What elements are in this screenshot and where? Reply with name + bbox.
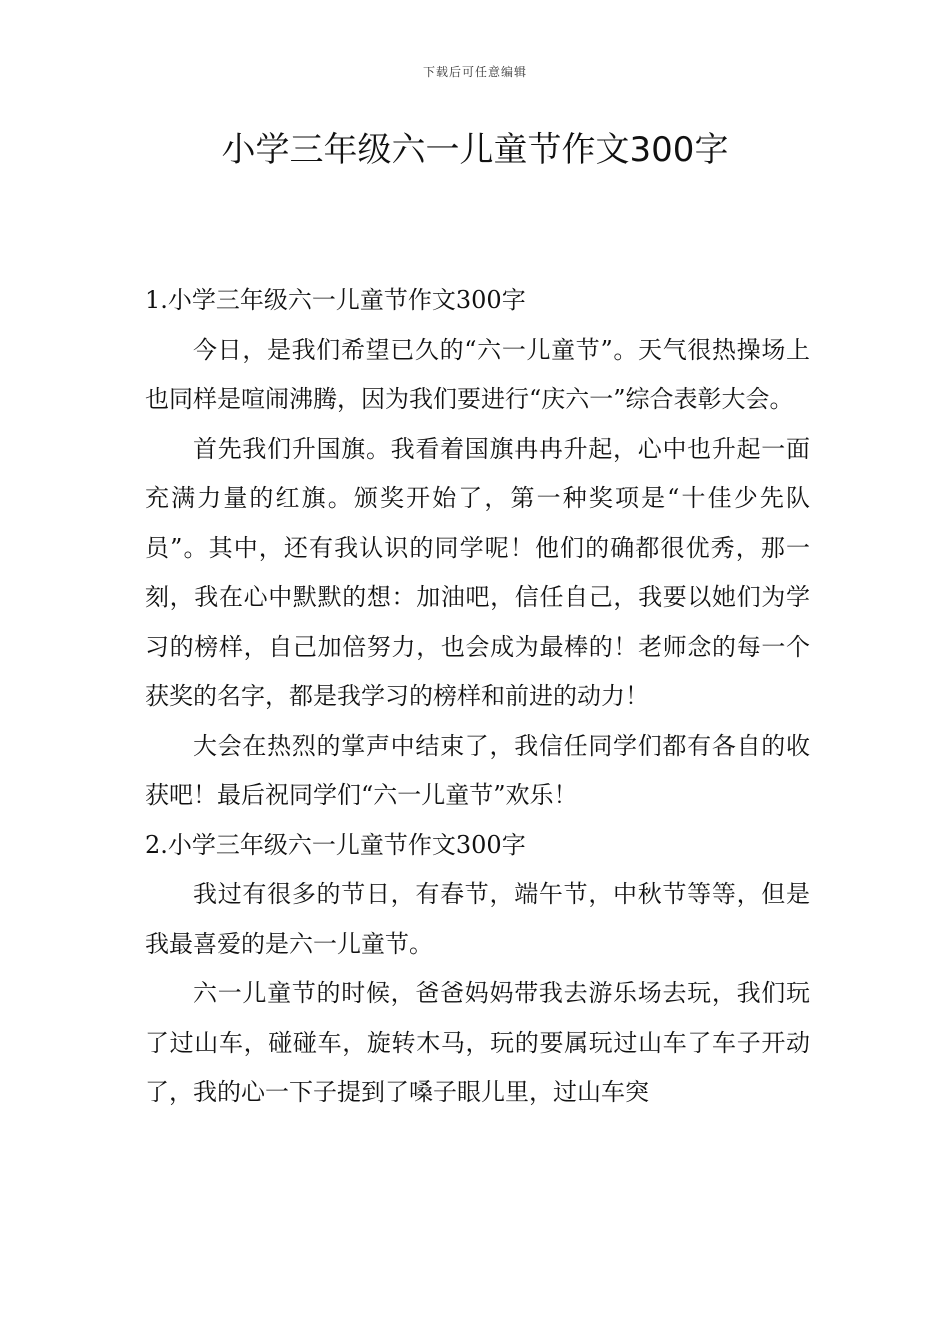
paragraph: 首先我们升国旗。我看着国旗冉冉升起，心中也升起一面充满力量的红旗。颁奖开始了，第一种奖项是“十佳少先队员”。其中，还有我认识的同学呢！他们的确都很优秀，那一刻，我在心中默默的想：加油吧，信任自己，我要以她们为学习的榜样，自己加倍努力，也会成为最棒的！老师念的每一个获奖的名字，都是我学习的榜样和前进的动力！	[145, 434, 810, 710]
section-heading-2: 2.小学三年级六一儿童节作文300字	[145, 830, 526, 859]
paragraph: 我过有很多的节日，有春节，端午节，中秋节等等，但是我最喜爱的是六一儿童节。	[145, 880, 810, 958]
paragraph: 今日，是我们希望已久的“六一儿童节”。天气很热操场上也同样是喧闹沸腾，因为我们要进行“庆六一”综合表彰大会。	[145, 335, 810, 413]
paragraph: 大会在热烈的掌声中结束了，我信任同学们都有各自的收获吧！最后祝同学们“六一儿童节”欢乐！	[145, 731, 810, 809]
section-heading-1: 1.小学三年级六一儿童节作文300字	[145, 286, 526, 314]
paragraph: 六一儿童节的时候，爸爸妈妈带我去游乐场去玩，我们玩了过山车，碰碰车，旋转木马，玩的要属玩过山车了车子开动了，我的心一下子提到了嗓子眼儿里，过山车突	[145, 979, 810, 1106]
document-body	[145, 276, 810, 1118]
document-title: 小学三年级六一儿童节作文300字	[221, 130, 729, 170]
header-note: 下载后可任意编辑	[422, 65, 527, 79]
